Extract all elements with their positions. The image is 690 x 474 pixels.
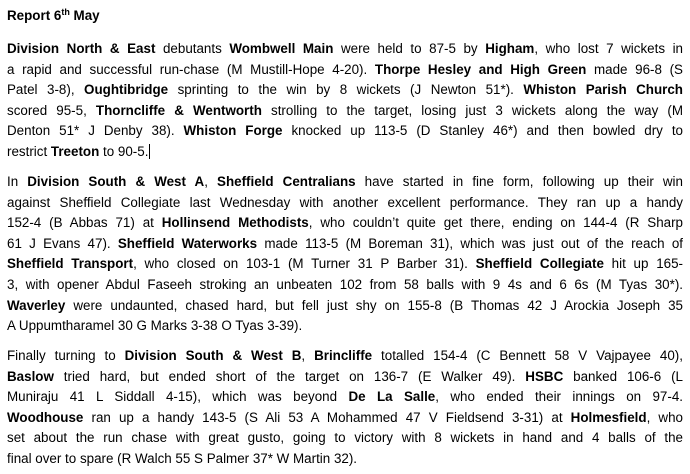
report-title-text: Report 6 [7,8,62,23]
text-run: to 90-5. [99,143,149,159]
text-run: , who lost 7 wickets in [534,41,683,56]
text-line [7,449,683,470]
text-run: ran up a handy 143-5 (S Ali 53 A Mohammed 47 V Fieldsend 3-31) at [83,409,571,425]
bold-team-name: Treeton [50,143,100,159]
text-line [7,275,683,296]
bold-team-name: Whiston Forge [183,123,283,139]
bold-team-name: Waverley [7,297,66,313]
bold-team-name: Whiston Parish Church [523,82,683,98]
text-run: set about the run chase with great gusto, going to victory with 8 wickets in hand and 4 balls of the [7,430,683,446]
text-run: , who closed on 103-1 (M Turner 31 P Barber 31). [133,256,476,272]
bold-team-name: Baslow [7,368,54,384]
text-line [7,60,683,81]
text-run: , [301,348,315,363]
text-run: knocked up 113-5 (D Stanley 46*) and then bowled dry to [282,123,683,139]
text-line [7,254,683,275]
text-line [7,101,683,122]
text-run: In [7,174,28,189]
text-run: 61 J Evans 47). [7,235,118,251]
bold-team-name: Thorpe Hesley and High Green [374,61,587,77]
paragraph-south-west-b [7,346,683,470]
text-run: against Sheffield Collegiate last Wednesday with another excellent performance. They ran up a handy [7,194,683,210]
text-run: hit up 165- [603,256,683,272]
bold-team-name: Brincliffe [314,348,373,363]
text-line [7,213,683,234]
text-run: have started in fine form, following up their win [355,174,683,189]
text-line [7,172,683,193]
text-run: , who ended their innings on 97-4. [435,389,684,405]
bold-team-name: Division North & East [7,41,156,56]
text-run: 3, with opener Abdul Faseeh stroking an unbeaten 102 from 58 balls with 9 4s and 6 6s (M Tyas 30*). [7,276,683,292]
report-title [7,7,100,24]
text-line [7,142,683,163]
text-line [7,346,683,367]
report-title-ordinal: th [61,7,70,17]
text-line [7,234,683,255]
text-run: banked 106-6 (L [563,368,683,384]
paragraph-north-east [7,39,683,163]
bold-team-name: Division South & West B [124,348,302,363]
bold-team-name: Oughtibridge [84,82,169,98]
text-line [7,408,683,429]
text-run: debutants [155,41,230,56]
bold-team-name: Division South & West A [27,174,205,189]
text-run: Denton 51* J Denby 38). [7,123,184,139]
text-run: 152-4 (B Abbas 71) at [7,215,162,231]
bold-team-name: Wombwell Main [229,41,334,56]
text-run: Patel 3-8), [7,82,85,98]
bold-team-name: Sheffield Centralians [217,174,356,189]
text-run: strolling to the target, losing just 3 wickets along the way (M [261,102,683,118]
text-line [7,193,683,214]
bold-team-name: Holmesfield [570,409,647,425]
text-run: restrict [7,143,51,159]
text-run: , who couldn’t quite get there, ending on 144-4 (R Sharp [308,215,683,231]
text-line [7,39,683,60]
bold-team-name: Sheffield Waterworks [117,235,258,251]
text-line [7,387,683,408]
text-line [7,121,683,142]
bold-team-name: Hollinsend Methodists [161,215,309,231]
text-run: made 113-5 (M Boreman 31), which was just out of the reach of [257,235,683,251]
bold-team-name: Higham [485,41,535,56]
text-run: sprinting to the win by 8 wickets (J Newton 51*). [168,82,524,98]
paragraph-south-west-a [7,172,683,337]
text-run: a rapid and successful run-chase (M Mustill-Hope 4-20). [7,61,375,77]
bold-team-name: Sheffield Transport [7,256,134,272]
text-run: made 96-8 (S [586,61,683,77]
text-line [7,428,683,449]
report-title-month: May [69,8,100,23]
text-line [7,367,683,388]
bold-team-name: Woodhouse [7,409,84,425]
bold-team-name: HSBC [525,368,564,384]
text-run: final over to spare (R Walch 55 S Palmer 37* W Martin 32). [7,450,358,466]
bold-team-name: Thorncliffe & Wentworth [95,102,262,118]
text-run: tried hard, but ended short of the target on 136-7 (E Walker 49). [53,368,526,384]
bold-team-name: De La Salle [348,389,436,405]
text-cursor [149,144,150,159]
text-line [7,296,683,317]
text-line [7,80,683,101]
text-run: were held to 87-5 by [333,41,486,56]
text-run: Muniraju 41 L Siddall 4-15), which was beyond [7,389,349,405]
text-run: scored 95-5, [7,102,96,118]
text-run: A Uppumtharamel 30 G Marks 3-38 O Tyas 3-39). [7,318,303,334]
text-run: , [204,174,218,189]
text-run: , who [646,409,683,425]
text-run: were undaunted, chased hard, but fell just shy on 155-8 (B Thomas 42 J Arockia Joseph 35 [65,297,683,313]
text-run: Finally turning to [7,348,125,363]
text-line [7,316,683,337]
bold-team-name: Sheffield Collegiate [475,256,604,272]
text-run: totalled 154-4 (C Bennett 58 V Vajpayee 40), [372,348,683,363]
